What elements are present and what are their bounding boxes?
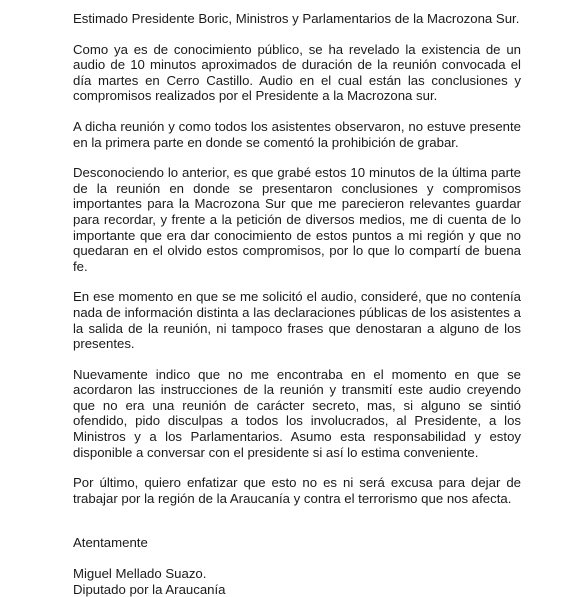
letter-paragraph-5: Nuevamente indico que no me encontraba en el momento en que se acordaron las instrucciones de la reunión y transmití este audio creyendo que no era una reunión de carácter secreto, mas, si alguno se sintió ofendido, pido disculpas a todos los involucrados, al Presidente, a los Ministros y a los Parlamentarios. Asumo esta responsabilidad y estoy disponible a conversar con el presidente si así lo estima conveniente. (73, 366, 521, 460)
letter-paragraph-4: En ese momento en que se me solicitó el audio, consideré, que no contenía nada de información distinta a las declaraciones públicas de los asistentes a la salida de la reunión, ni tampoco frases que denostaran a alguno de los presentes. (73, 289, 521, 352)
letter-paragraph-1: Como ya es de conocimiento público, se ha revelado la existencia de un audio de 10 minutos aproximados de duración de la reunión convocada el día martes en Cerro Castillo. Audio en el cual están las conclusiones y compromisos realizados por el Presidente a la Macrozona sur. (73, 41, 521, 104)
letter-closing: Atentamente (73, 535, 148, 551)
letter-paragraph-6: Por último, quiero enfatizar que esto no es ni será excusa para dejar de trabajar por la región de la Araucanía y contra el terrorismo que nos afecta. (73, 475, 521, 506)
signature-title: Diputado por la Araucanía (73, 581, 226, 597)
letter-paragraph-2: A dicha reunión y como todos los asistentes observaron, no estuve presente en la primera parte en donde se comentó la prohibición de grabar. (73, 118, 521, 150)
letter-paragraph-3: Desconociendo lo anterior, es que grabé estos 10 minutos de la última parte de la reunión en donde se presentaron conclusiones y compromisos importantes para la Macrozona Sur que me parecieron relevantes guardar para recordar, y frente a la petición de diversos medios, me di cuenta de lo importante que era dar conocimiento de estos puntos a mi región y que no quedaran en el olvido estos compromisos, por lo que lo compartí de buena fe. (73, 165, 521, 274)
signature-name: Miguel Mellado Suazo. (73, 566, 207, 582)
letter-greeting: Estimado Presidente Boric, Ministros y Parlamentarios de la Macrozona Sur. (73, 11, 520, 26)
letter-body (73, 11, 521, 597)
